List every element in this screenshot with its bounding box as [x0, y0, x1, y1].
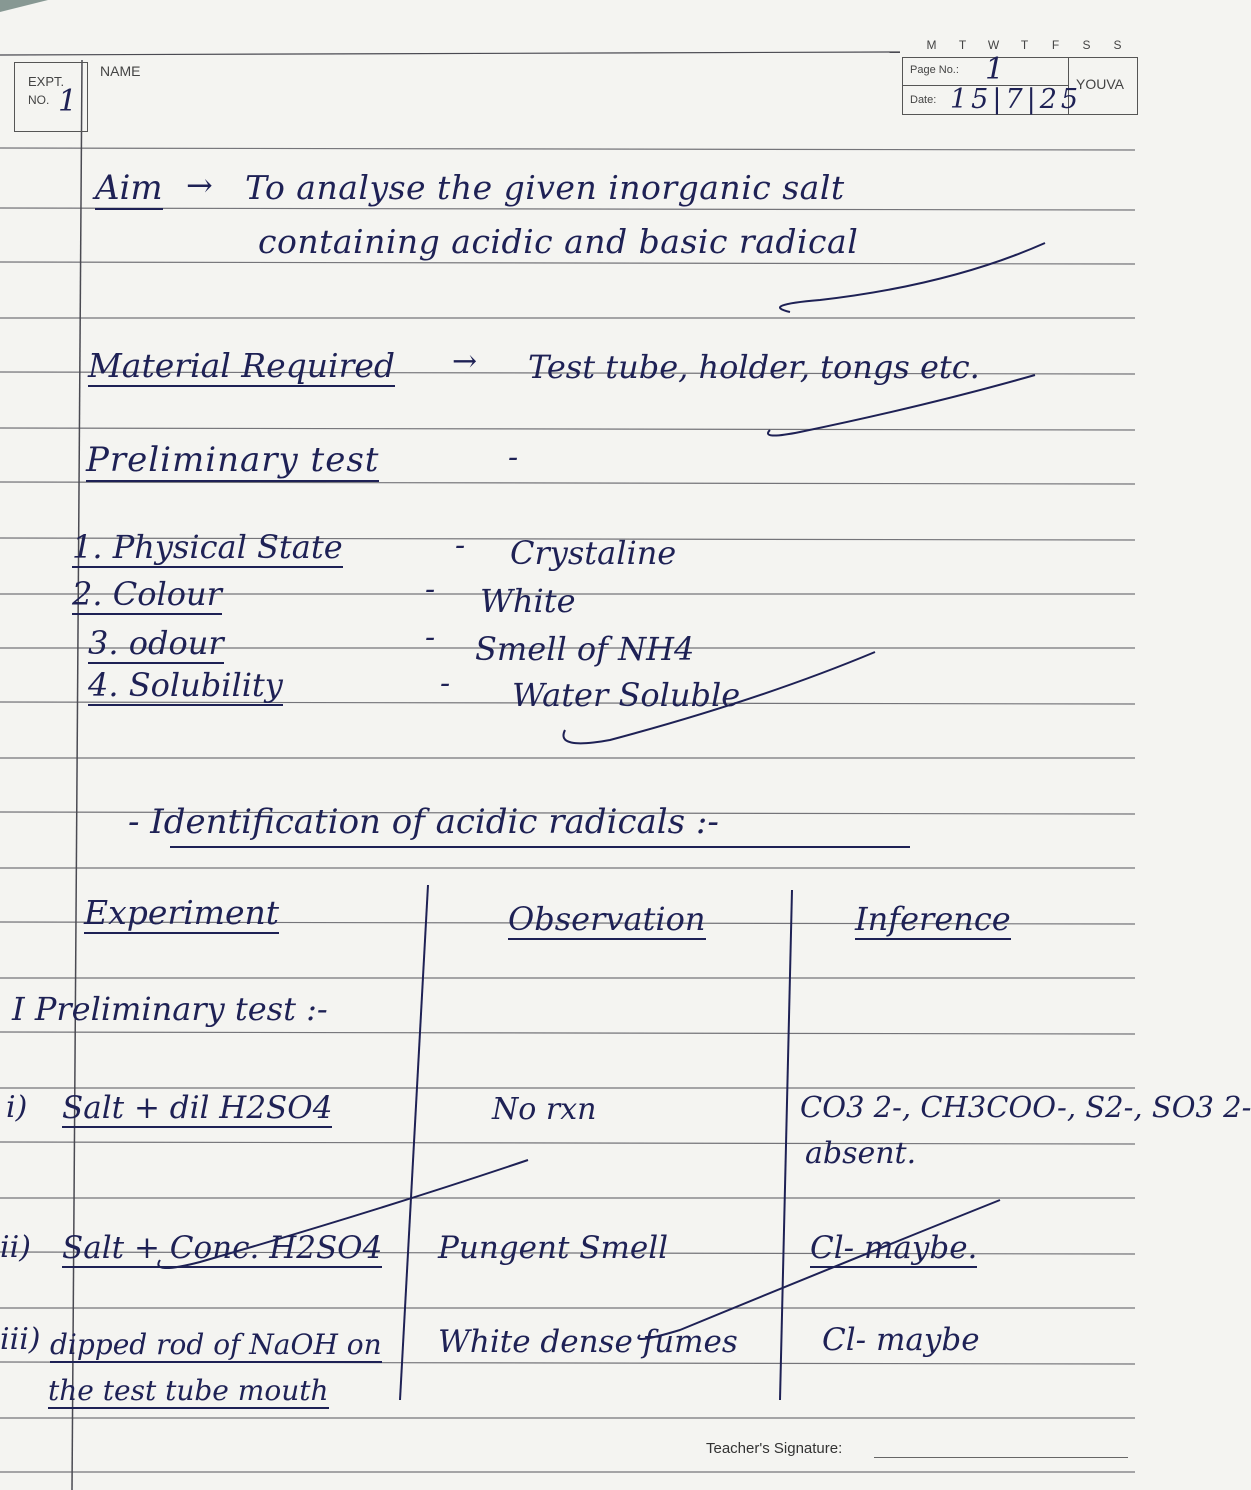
material-text: Test tube, holder, tongs etc. [528, 348, 980, 386]
day-f: F [1051, 38, 1060, 52]
check-mark-row-2 [638, 1200, 1000, 1339]
row-number: i) [6, 1090, 28, 1125]
day-t2: T [1020, 38, 1029, 52]
value-colour: White [480, 582, 576, 620]
row-experiment: Salt + dil H2SO4 [62, 1090, 333, 1126]
expt-number: 1 [58, 84, 78, 119]
property-dash: - [455, 528, 466, 563]
row-number: iii) [0, 1322, 41, 1357]
col-header-inference: Inference [855, 900, 1011, 938]
col-header-experiment: Experiment [84, 893, 280, 932]
teacher-signature-label: Teacher's Signature: [706, 1440, 843, 1457]
check-mark-row-1 [158, 1160, 528, 1268]
name-label: NAME [100, 63, 141, 79]
day-w: W [987, 38, 1000, 52]
property-dash: - [440, 666, 451, 701]
row-inference: CO3 2-, CH3COO-, S2-, SO3 2- [800, 1090, 1251, 1124]
preliminary-heading: Preliminary test [86, 440, 380, 480]
material-label: Material Required [88, 346, 396, 385]
row-observation: Pungent Smell [438, 1230, 669, 1266]
date-label: Date: [910, 94, 937, 106]
row-inference: Cl- maybe. [810, 1230, 978, 1266]
material-arrow: → [452, 344, 478, 379]
row-inference: Cl- maybe [822, 1322, 980, 1358]
value-solubility: Water Soluble [512, 676, 741, 714]
identification-heading: - Identification of acidic radicals :- [128, 802, 719, 842]
row-observation: White dense fumes [438, 1324, 738, 1360]
check-mark-aim [780, 243, 1045, 312]
check-mark-material [768, 375, 1035, 436]
value-physical-state: Crystaline [510, 534, 677, 572]
day-t: T [958, 38, 967, 52]
aim-line-2: containing acidic and basic radical [258, 222, 859, 261]
check-mark-preliminary [563, 652, 875, 743]
expt-label: EXPT. [28, 74, 65, 89]
day-s: S [1082, 38, 1091, 52]
property-colour: 2. Colour [72, 575, 222, 613]
value-odour: Smell of NH4 [475, 630, 695, 668]
brand-logo: YOUVA [1076, 76, 1124, 92]
page-no-label: Page No.: [910, 64, 959, 76]
property-solubility: 4. Solubility [88, 666, 283, 704]
row-number: ii) [0, 1230, 31, 1265]
preliminary-dash: - [508, 440, 519, 475]
property-dash: - [425, 620, 436, 655]
row-inference-continued: absent. [805, 1136, 917, 1171]
aim-line-1: To analyse the given inorganic salt [245, 168, 845, 207]
row-experiment: dipped rod of NaOH on [50, 1328, 382, 1361]
property-dash: - [425, 572, 436, 607]
aim-label: Aim [95, 168, 163, 208]
page-number: 1 [985, 52, 1005, 87]
col-header-observation: Observation [508, 900, 706, 938]
no-label: NO. [28, 93, 50, 107]
property-physical-state: 1. Physical State [72, 528, 343, 566]
date-value: 15|7|25 [950, 84, 1083, 115]
property-odour: 3. odour [88, 624, 224, 662]
row-experiment: Salt + Conc. H2SO4 [62, 1230, 383, 1266]
aim-arrow: → [186, 166, 213, 204]
row-observation: No rxn [492, 1092, 597, 1127]
table-section-title: I Preliminary test :- [12, 990, 328, 1028]
day-m: M [926, 38, 937, 52]
row-experiment-continued: the test tube mouth [48, 1374, 329, 1407]
day-s2: S [1113, 38, 1122, 52]
